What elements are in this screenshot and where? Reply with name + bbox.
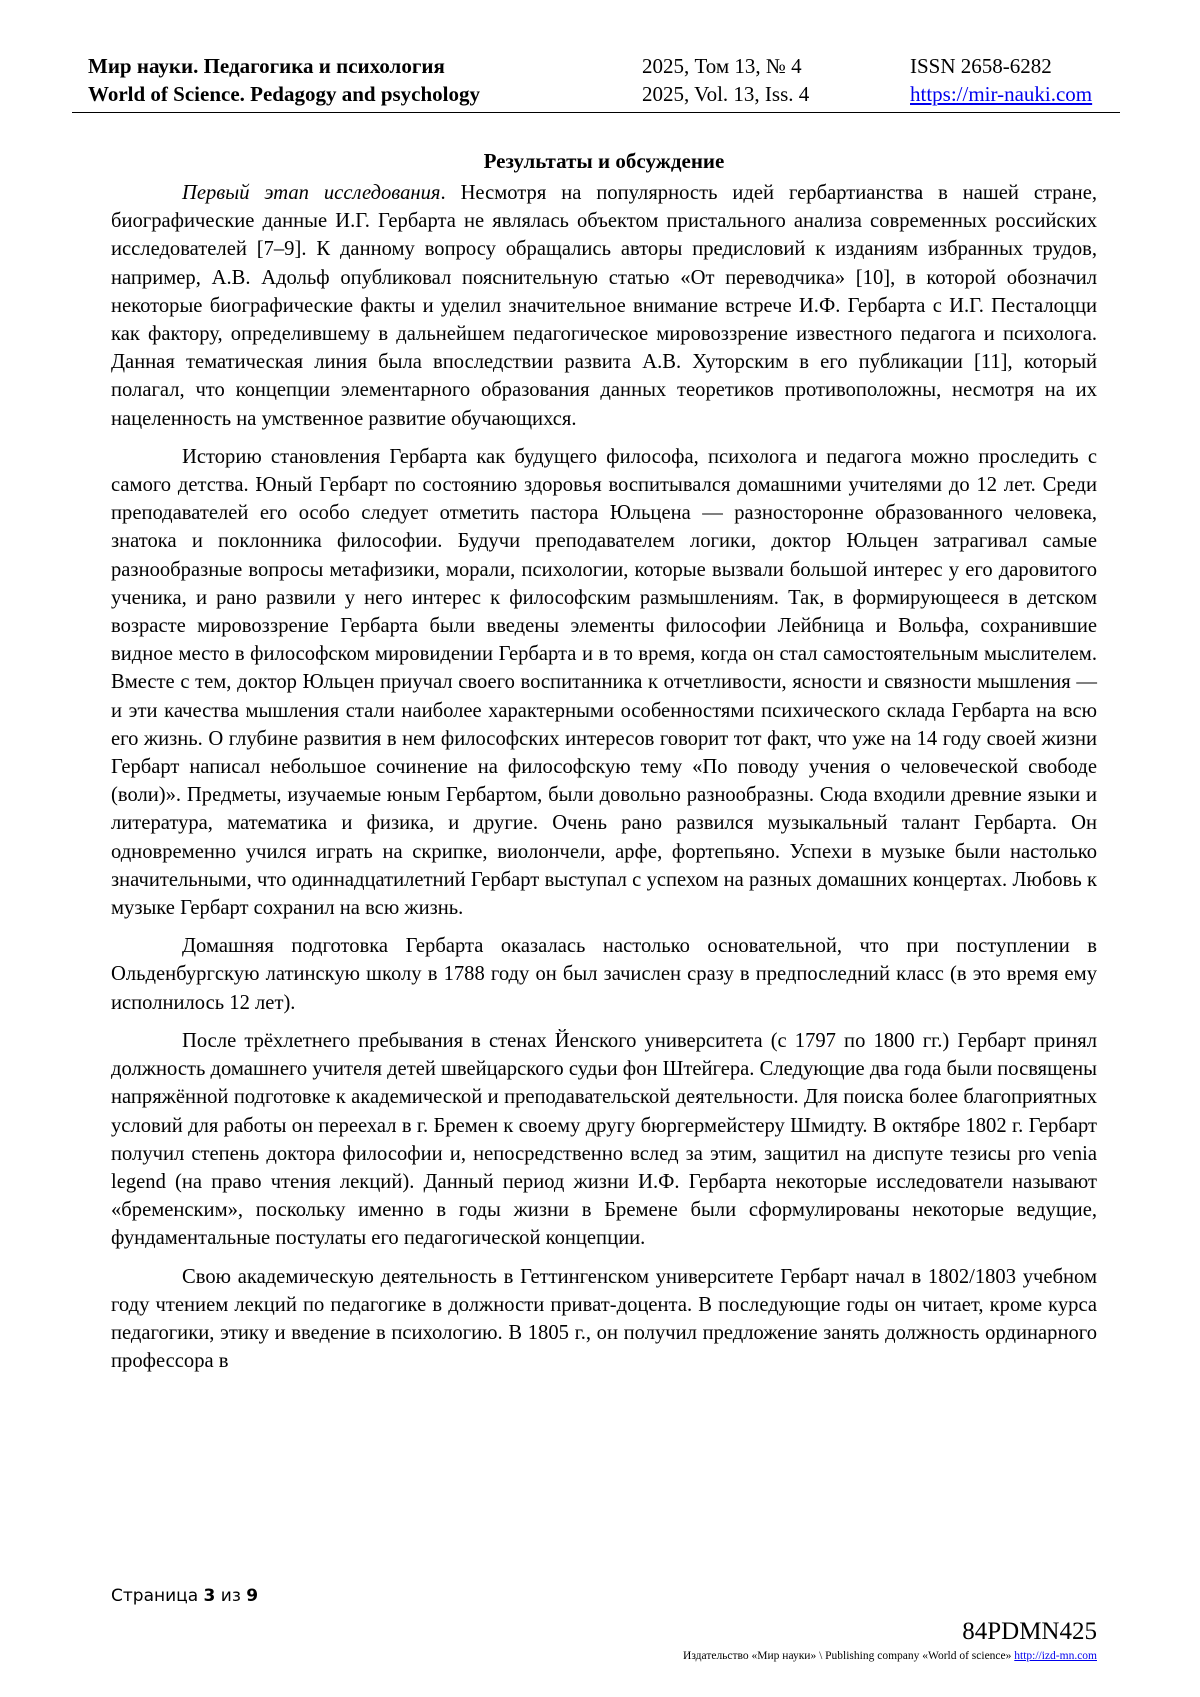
article-code: 84PDMN425 bbox=[962, 1618, 1097, 1645]
page-header bbox=[72, 50, 1120, 113]
paragraph-1-lead: Первый этап исследования bbox=[182, 182, 441, 204]
paragraph-4: После трёхлетнего пребывания в стенах Йенского университета (с 1797 по 1800 гг.) Гербарт принял должность домашнего учителя детей швейцарского судьи фон Штейгера. Следующие два года были посвящены напряжённой подготовке к академической и преподавательской деятельности. Для поиска более благоприятных условий для работы он переехал в г. Бремен к своему другу бюргермейстеру Шмидту. В октябре 1802 г. Гербарт получил степень доктора философии и, непосредственно вслед за этим, защитил на диспуте тезисы pro venia legend (на право чтения лекций). Данный период жизни И.Ф. Гербарта некоторые исследователи называют «бременским», поскольку именно в годы жизни в Бремене были сформулированы некоторые ведущие, фундаментальные постулаты его педагогической концепции. bbox=[111, 1029, 1097, 1250]
page-current: 3 bbox=[203, 1586, 216, 1606]
website-link[interactable]: https://mir-nauki.com bbox=[910, 82, 1093, 106]
publisher-line bbox=[683, 1650, 1097, 1662]
paragraph-5: Свою академическую деятельность в Геттингенском университете Гербарт начал в 1802/1803 учебном году чтением лекций по педагогике в должности приват-доцента. В последующие годы он читает, кроме курса педагогики, этику и введение в психологию. В 1805 г., он получил предложение занять должность ординарного профессора в bbox=[111, 1265, 1097, 1373]
journal-title-en: World of Science. Pedagogy and psychology bbox=[88, 82, 481, 106]
section-title: Результаты и обсуждение bbox=[483, 149, 725, 173]
paragraph-2: Историю становления Гербарта как будущего философа, психолога и педагога можно проследить с самого детства. Юный Гербарт по состоянию здоровья воспитывался домашними учителями до 12 лет. Среди преподавателей его особо следует отметить пастора Юльцена — разносторонне образованного человека, знатока и поклонника философии. Будучи преподавателем логики, доктор Юльцен затрагивал самые разнообразные вопросы метафизики, морали, психологии, которые вызвали большой интерес у его даровитого ученика, и рано развили у него интерес к философским размышлениям. Так, в формирующееся в детском возрасте мировоззрение Гербарта были введены элементы философии Лейбница и Вольфа, сохранившие видное место в философском мировидении Гербарта и в то время, когда он стал самостоятельным мыслителем. Вместе с тем, доктор Юльцен приучал своего воспитанника к отчетливости, ясности и связности мышления — и эти качества мышления стали наиболее характерными особенностями психического склада Гербарта на всю его жизнь. О глубине развития в нем философских интересов говорит тот факт, что уже на 14 году своей жизни Гербарт написал небольшое сочинение на философскую тему «По поводу учения о человеческой свободе (воли)». Предметы, изучаемые юным Гербартом, были довольно разнообразны. Сюда входили древние языки и литература, математика и физика, и другие. Очень рано развился музыкальный талант Гербарта. Он одновременно учился играть на скрипке, виолончели, арфе, фортепьяно. Успехи в музыке были настолько значительными, что одиннадцатилетний Гербарт выступал с успехом на разных домашних концертах. Любовь к музыке Гербарт сохранил на всю жизнь. bbox=[111, 445, 1097, 920]
page-of: из bbox=[220, 1586, 241, 1606]
paragraph-1 bbox=[111, 179, 1097, 433]
issue-block bbox=[642, 52, 809, 108]
paragraph-1-text: . Несмотря на популярность идей гербартианства в нашей стране, биографические данные И.Г. Гербарта не являлась объектом пристального анализа современных российских исследователей [7–9]. К данному вопросу обращались авторы предисловий к изданиям избранных трудов, например, А.В. Адольф опубликовал пояснительную статью «От переводчика» [10], в которой обозначил некоторые биографические факты и уделил значительное внимание встрече И.Ф. Гербарта с И.Г. Песталоцци как фактору, определившему в дальнейшем педагогическое мировоззрение известного педагога и психолога. Данная тематическая линия была впоследствии развита А.В. Хуторским в его публикации [11], который полагал, что концепции элементарного образования данных теоретиков противоположны, несмотря на их нацеленность на умственное развитие обучающихся. bbox=[111, 182, 1097, 430]
issn-block bbox=[910, 52, 1092, 108]
issue-info-ru: 2025, Том 13, № 4 bbox=[642, 54, 802, 78]
journal-title-block bbox=[88, 52, 480, 108]
journal-title-ru: Мир науки. Педагогика и психология bbox=[88, 54, 445, 78]
article-body bbox=[111, 147, 1097, 1385]
issue-info-en: 2025, Vol. 13, Iss. 4 bbox=[642, 82, 810, 106]
page-number bbox=[111, 1586, 258, 1606]
page-word: Страница bbox=[111, 1586, 199, 1606]
paragraph-3: Домашняя подготовка Гербарта оказалась настолько основательной, что при поступлении в Ольденбургскую латинскую школу в 1788 году он был зачислен сразу в предпоследний класс (в это время ему исполнилось 12 лет). bbox=[111, 935, 1097, 1014]
publisher-text: Издательство «Мир науки» \ Publishing company «World of science» bbox=[683, 1650, 1012, 1662]
publisher-link[interactable]: http://izd-mn.com bbox=[1014, 1650, 1097, 1662]
issn: ISSN 2658-6282 bbox=[910, 54, 1052, 78]
page-total: 9 bbox=[246, 1586, 259, 1606]
